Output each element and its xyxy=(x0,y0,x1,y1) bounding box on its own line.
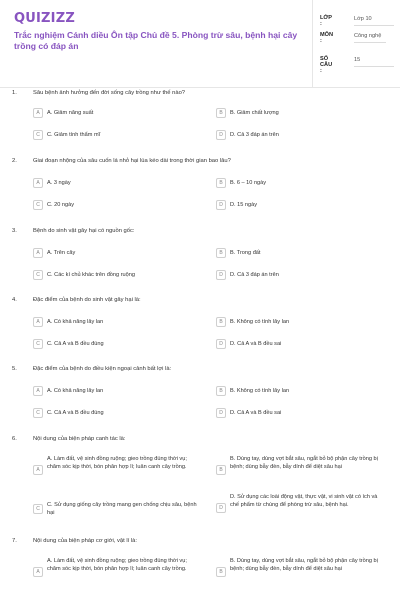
quiz-meta-panel xyxy=(312,0,400,88)
option-letter: B xyxy=(216,178,226,188)
question-text: Giai đoạn nhộng của sâu cuốn lá nhỏ hại lúa kéo dài trong thời gian bao lâu? xyxy=(33,158,231,164)
option-letter: A xyxy=(33,567,43,577)
option-letter: D xyxy=(216,503,226,513)
option-letter: A xyxy=(33,317,43,327)
question-text: Đặc điểm của bệnh do điều kiện ngoại cảnh bất lợi là: xyxy=(33,366,172,372)
option-letter: A xyxy=(33,386,43,396)
option-text: A. Trên cây xyxy=(47,250,76,256)
option-letter: D xyxy=(216,339,226,349)
option-letter: B xyxy=(216,108,226,118)
question-text: Nội dung của biện pháp canh tác là: xyxy=(33,436,126,442)
option-text: B. Không có tính lây lan xyxy=(230,388,290,394)
option-letter: C xyxy=(33,504,43,514)
meta-count-value: 15 xyxy=(354,56,394,67)
option-letter: D xyxy=(216,270,226,280)
option-text: D. 15 ngày xyxy=(230,202,258,208)
question-number: 5. xyxy=(12,366,17,372)
option-letter: C xyxy=(33,270,43,280)
option-text: D. Cả 3 đáp án trên xyxy=(230,272,279,278)
option-letter: D xyxy=(216,200,226,210)
option-letter: C xyxy=(33,408,43,418)
option-text: A. Có khả năng lây lan xyxy=(47,319,104,325)
option-letter: B xyxy=(216,465,226,475)
question-number: 7. xyxy=(12,538,17,544)
option-letter: A xyxy=(33,465,43,475)
option-text: D. Cả A và B đều sai xyxy=(230,341,282,347)
option-letter: A xyxy=(33,108,43,118)
option-letter: B xyxy=(216,567,226,577)
option-letter: D xyxy=(216,408,226,418)
meta-subject-value: Công nghệ xyxy=(354,32,386,43)
option-letter: C xyxy=(33,200,43,210)
option-text: D. Sử dụng các loài động vật, thực vật, vi sinh vật có ích và chế phẩm từ chúng để phòng trừ sâu, bệnh hại. xyxy=(230,494,378,508)
option-text: B. Giảm chất lượng xyxy=(230,110,279,116)
option-text: C. Sử dụng giống cây trồng mang gen chống chịu sâu, bệnh hại xyxy=(47,502,197,516)
question-text: Nội dung của biện pháp cơ giới, vật lí là: xyxy=(33,538,137,544)
option-text: A. Có khả năng lây lan xyxy=(47,388,104,394)
option-text: B. Dùng tay, dùng vợt bắt sâu, ngắt bỏ bộ phận cây trồng bị bệnh; dùng bẫy đèn, bẫy dính để diệt sâu hại xyxy=(230,558,378,572)
option-letter: B xyxy=(216,317,226,327)
option-letter: B xyxy=(216,386,226,396)
option-letter: A xyxy=(33,248,43,258)
option-text: C. Các kí chủ khác trên đồng ruộng xyxy=(47,272,135,278)
page-header xyxy=(0,0,400,88)
option-text: C. Giảm tính thẩm mĩ xyxy=(47,132,101,138)
option-text: C. 20 ngày xyxy=(47,202,75,208)
option-text: A. Làm đất, vệ sinh đồng ruộng; gieo trồng đúng thời vụ; chăm sóc kịp thời, bón phân hợp lí; luân canh cây trồng. xyxy=(47,456,187,470)
option-text: D. Cả A và B đều sai xyxy=(230,410,282,416)
option-letter: C xyxy=(33,339,43,349)
meta-subject-label: MÔN : xyxy=(320,32,334,44)
quizizz-logo: QUIZIZZ xyxy=(14,11,75,26)
option-letter: A xyxy=(33,178,43,188)
option-text: B. Không có tính lây lan xyxy=(230,319,290,325)
option-text: C. Cả A và B đều đúng xyxy=(47,410,104,416)
option-text: B. 6 – 10 ngày xyxy=(230,180,267,186)
option-letter: C xyxy=(33,130,43,140)
question-number: 3. xyxy=(12,228,17,234)
option-text: B. Dùng tay, dùng vợt bắt sâu, ngắt bỏ bộ phận cây trồng bị bệnh; dùng bẫy đèn, bẫy dính để diệt sâu hại xyxy=(230,456,378,470)
meta-count-label: SỐ CÂU : xyxy=(320,56,333,74)
header-divider xyxy=(0,87,400,88)
meta-class-label: LỚP : xyxy=(320,15,332,27)
option-text: D. Cả 3 đáp án trên xyxy=(230,132,279,138)
question-text: Bệnh do sinh vật gây hại có nguồn gốc: xyxy=(33,228,135,234)
question-number: 6. xyxy=(12,436,17,442)
quiz-title: Trắc nghiệm Cánh diều Ôn tập Chủ đề 5. Phòng trừ sâu, bệnh hại cây trồng có đáp án xyxy=(14,30,298,51)
question-number: 4. xyxy=(12,297,17,303)
option-text: A. Làm đất, vệ sinh đồng ruộng; gieo trồng đúng thời vụ; chăm sóc kịp thời, bón phân hợp lí; luân canh cây trồng. xyxy=(47,558,187,572)
question-number: 1. xyxy=(12,90,17,96)
meta-class-value: Lớp 10 xyxy=(354,15,394,26)
option-text: B. Trong đất xyxy=(230,250,261,256)
question-number: 2. xyxy=(12,158,17,164)
question-text: Sâu bệnh ảnh hưởng đến đời sống cây trồng như thế nào? xyxy=(33,90,186,96)
option-letter: B xyxy=(216,248,226,258)
option-text: A. Giảm năng suất xyxy=(47,110,94,116)
question-text: Đặc điểm của bệnh do sinh vật gây hại là: xyxy=(33,297,141,303)
option-text: C. Cả A và B đều đúng xyxy=(47,341,104,347)
option-text: A. 3 ngày xyxy=(47,180,71,186)
option-letter: D xyxy=(216,130,226,140)
